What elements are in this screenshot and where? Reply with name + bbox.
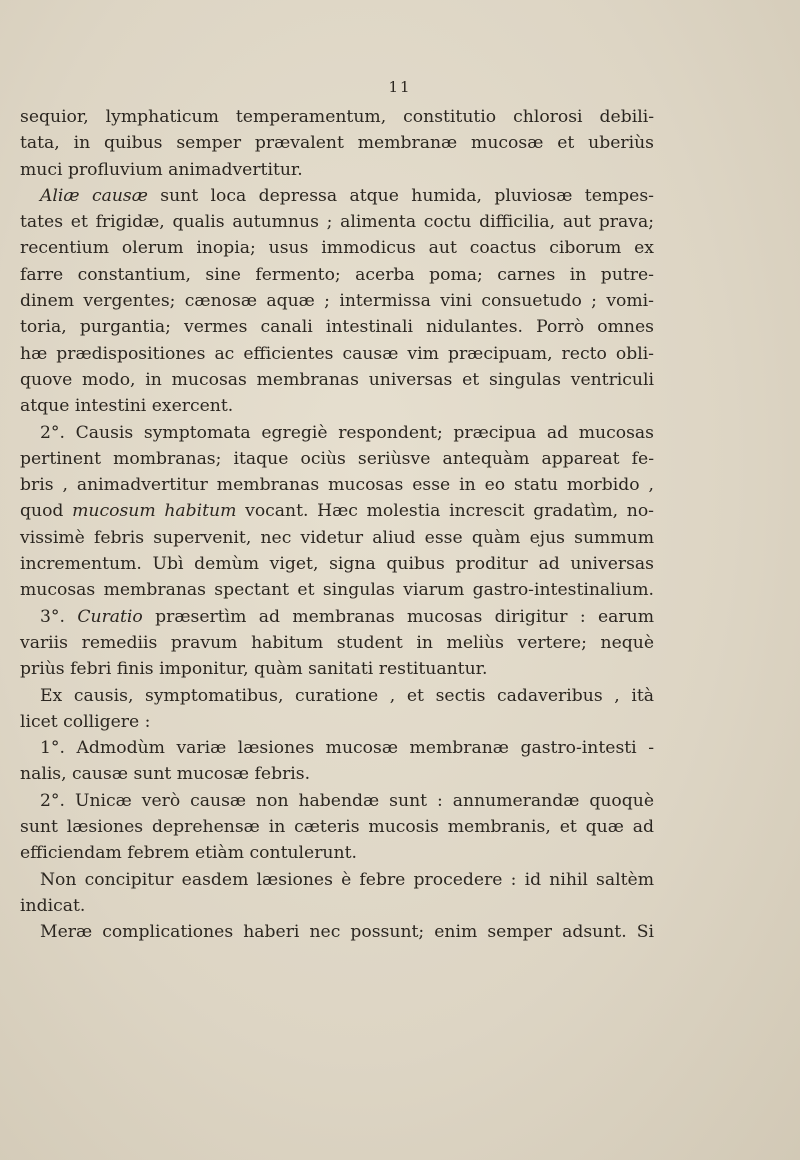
italic-term: Aliæ causæ bbox=[40, 185, 148, 206]
page-number: 11 bbox=[388, 78, 412, 96]
text-line bbox=[20, 420, 654, 446]
text-segment: Meræ complicationes haberi nec possunt; enim semper adsunt. Si bbox=[40, 922, 654, 943]
text-segment: toria, purgantia; vermes canali intestinali nidulantes. Porrò omnes bbox=[20, 317, 654, 338]
text-segment: sunt loca depressa atque humida, pluviosæ tempes- bbox=[147, 185, 654, 206]
text-line bbox=[20, 735, 654, 761]
text-segment: Non concipitur easdem læsiones è febre procedere : id nihil saltèm bbox=[40, 869, 654, 890]
text-line bbox=[20, 393, 654, 419]
text-segment: hæ prædispositiones ac efficientes causæ vim præcipuam, recto obli- bbox=[20, 343, 654, 364]
text-line bbox=[20, 288, 654, 314]
text-line bbox=[20, 498, 654, 524]
text-segment: licet colligere : bbox=[20, 711, 151, 732]
text-segment: mucosas membranas spectant et singulas viarum gastro-intestinalium. bbox=[20, 580, 654, 601]
text-segment: tates et frigidæ, qualis autumnus ; alimenta coctu difficilia, aut prava; bbox=[20, 212, 654, 233]
text-line bbox=[20, 814, 654, 840]
text-line bbox=[20, 209, 654, 235]
text-line bbox=[20, 262, 654, 288]
text-segment: recentium olerum inopia; usus immodicus aut coactus ciborum ex bbox=[20, 238, 654, 259]
text-segment: variis remediis pravum habitum student in meliùs vertere; nequè bbox=[20, 632, 654, 653]
text-line bbox=[20, 183, 654, 209]
text-segment: vissimè febris supervenit, nec videtur aliud esse quàm ejus summum bbox=[20, 527, 654, 548]
text-line bbox=[20, 604, 654, 630]
text-segment: vocant. Hæc molestia increscit gradatìm, no- bbox=[236, 501, 654, 522]
text-line bbox=[20, 919, 654, 945]
body-text bbox=[20, 104, 654, 946]
text-line bbox=[20, 130, 654, 156]
text-line bbox=[20, 472, 654, 498]
text-line bbox=[20, 788, 654, 814]
text-line bbox=[20, 840, 654, 866]
text-segment: dinem vergentes; cænosæ aquæ ; intermissa vini consuetudo ; vomi- bbox=[20, 291, 654, 312]
text-segment: atque intestini exercent. bbox=[20, 396, 234, 417]
text-segment: 1°. Admodùm variæ læsiones mucosæ membranæ gastro-intesti - bbox=[40, 738, 654, 759]
italic-term: mucosum habitum bbox=[72, 501, 237, 522]
text-line bbox=[20, 314, 654, 340]
text-line bbox=[20, 656, 654, 682]
text-segment: priùs febri finis imponitur, quàm sanitati restituantur. bbox=[20, 659, 488, 680]
text-line bbox=[20, 893, 654, 919]
text-line bbox=[20, 630, 654, 656]
text-segment: farre constantium, sine fermento; acerba poma; carnes in putre- bbox=[20, 264, 654, 285]
text-segment: sequior, lymphaticum temperamentum, constitutio chlorosi debili- bbox=[20, 107, 654, 127]
text-segment: indicat. bbox=[20, 895, 86, 916]
text-line bbox=[20, 104, 654, 130]
italic-term: Curatio bbox=[77, 606, 143, 627]
text-segment: quod bbox=[20, 501, 73, 522]
text-segment: 2°. Causis symptomata egregiè respondent; præcipua ad mucosas bbox=[40, 422, 654, 443]
text-line bbox=[20, 577, 654, 603]
text-line bbox=[20, 235, 654, 261]
text-segment: Ex causis, symptomatibus, curatione , et sectis cadaveribus , ità bbox=[40, 685, 654, 706]
text-line bbox=[20, 683, 654, 709]
text-line bbox=[20, 867, 654, 893]
text-segment: incrementum. Ubì demùm viget, signa quibus proditur ad universas bbox=[20, 554, 654, 575]
text-segment: sunt læsiones deprehensæ in cæteris mucosis membranis, et quæ ad bbox=[20, 817, 654, 838]
text-line bbox=[20, 367, 654, 393]
text-segment: muci profluvium animadvertitur. bbox=[20, 159, 303, 180]
text-line bbox=[20, 709, 654, 735]
text-line bbox=[20, 341, 654, 367]
text-line bbox=[20, 551, 654, 577]
text-segment: efficiendam febrem etiàm contulerunt. bbox=[20, 843, 357, 864]
text-line bbox=[20, 446, 654, 472]
text-segment: tata, in quibus semper prævalent membranæ mucosæ et uberiùs bbox=[20, 133, 654, 154]
text-segment: pertinent mombranas; itaque ociùs seriùsve antequàm appareat fe- bbox=[20, 448, 654, 469]
text-line bbox=[20, 761, 654, 787]
text-segment: præsertìm ad membranas mucosas dirigitur : earum bbox=[142, 606, 654, 627]
text-line bbox=[20, 157, 654, 183]
text-segment: 3°. bbox=[40, 606, 78, 627]
text-segment: nalis, causæ sunt mucosæ febris. bbox=[20, 764, 311, 785]
text-line bbox=[20, 525, 654, 551]
text-segment: 2°. Unicæ verò causæ non habendæ sunt : annumerandæ quoquè bbox=[40, 790, 654, 811]
text-segment: bris , animadvertitur membranas mucosas esse in eo statu morbido , bbox=[20, 475, 654, 496]
text-segment: quove modo, in mucosas membranas universas et singulas ventriculi bbox=[20, 369, 654, 390]
